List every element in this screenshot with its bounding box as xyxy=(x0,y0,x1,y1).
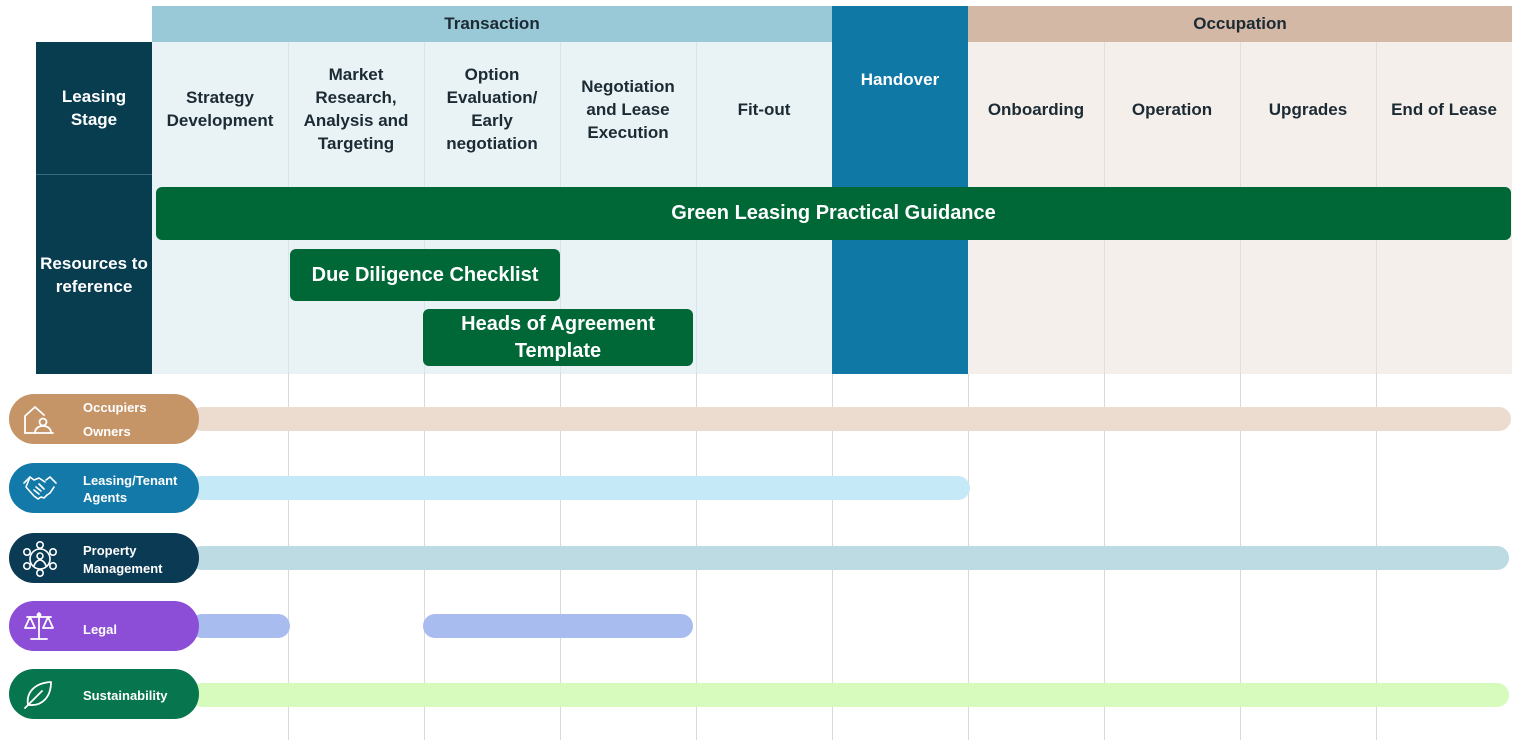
house-person-icon xyxy=(22,402,56,436)
role-legal-label: Legal xyxy=(83,622,117,637)
occupation-label: Occupation xyxy=(1193,14,1287,33)
transaction-header xyxy=(152,6,832,42)
role-sustainability-label: Sustainability xyxy=(83,688,168,703)
green-leasing-guidance-box[interactable]: Green Leasing Practical Guidance xyxy=(156,187,1511,240)
legal-bar-1 xyxy=(190,614,290,638)
network-people-icon xyxy=(22,541,56,575)
resources-label: Resources to reference xyxy=(40,253,148,296)
role-sustainability[interactable] xyxy=(9,669,199,719)
role-occupiers-owners[interactable] xyxy=(9,394,199,444)
resources-cell xyxy=(36,175,152,374)
stage-end-of-lease: End of Lease xyxy=(1391,99,1497,119)
leaf-icon xyxy=(22,677,56,711)
stage-negotiation: Negotiation and Lease Execution xyxy=(581,76,675,142)
sustainability-bar xyxy=(190,683,1509,707)
leasing-agents-bar xyxy=(190,476,970,500)
stage-market-research: Market Research, Analysis and Targeting xyxy=(303,65,409,153)
stage-option-evaluation: Option Evaluation/ Early negotiation xyxy=(446,65,538,153)
stage-operation: Operation xyxy=(1131,99,1213,119)
role-management-line2: Management xyxy=(83,561,163,576)
occupation-header xyxy=(968,6,1512,42)
legal-bar-2 xyxy=(423,614,693,638)
heads-of-agreement-box[interactable]: Heads of Agreement Template xyxy=(423,309,693,366)
role-occupiers-line1: Occupiers xyxy=(83,400,147,415)
stage-fit-out: Fit-out xyxy=(737,99,791,119)
due-diligence-checklist-box[interactable]: Due Diligence Checklist xyxy=(290,249,560,301)
role-agents-line2: Agents xyxy=(83,490,128,505)
leasing-stage-label: Leasing Stage xyxy=(61,87,127,129)
role-leasing-agents[interactable] xyxy=(9,463,199,513)
transaction-label: Transaction xyxy=(444,14,540,33)
property-management-bar xyxy=(190,546,1509,570)
role-owners-line2: Owners xyxy=(83,424,131,439)
role-legal[interactable] xyxy=(9,601,199,651)
stage-onboarding: Onboarding xyxy=(987,99,1085,119)
leasing-stage-cell xyxy=(36,42,152,174)
role-leasing-line1: Leasing/Tenant xyxy=(83,473,178,488)
handover-label: Handover xyxy=(860,70,940,89)
role-property-management[interactable] xyxy=(9,533,199,583)
role-property-line1: Property xyxy=(83,543,137,558)
stage-strategy-development: Strategy Development xyxy=(166,88,274,130)
handshake-icon xyxy=(22,471,56,505)
scales-icon xyxy=(22,609,56,643)
occupiers-owners-bar xyxy=(190,407,1511,431)
stage-upgrades: Upgrades xyxy=(1268,99,1348,119)
